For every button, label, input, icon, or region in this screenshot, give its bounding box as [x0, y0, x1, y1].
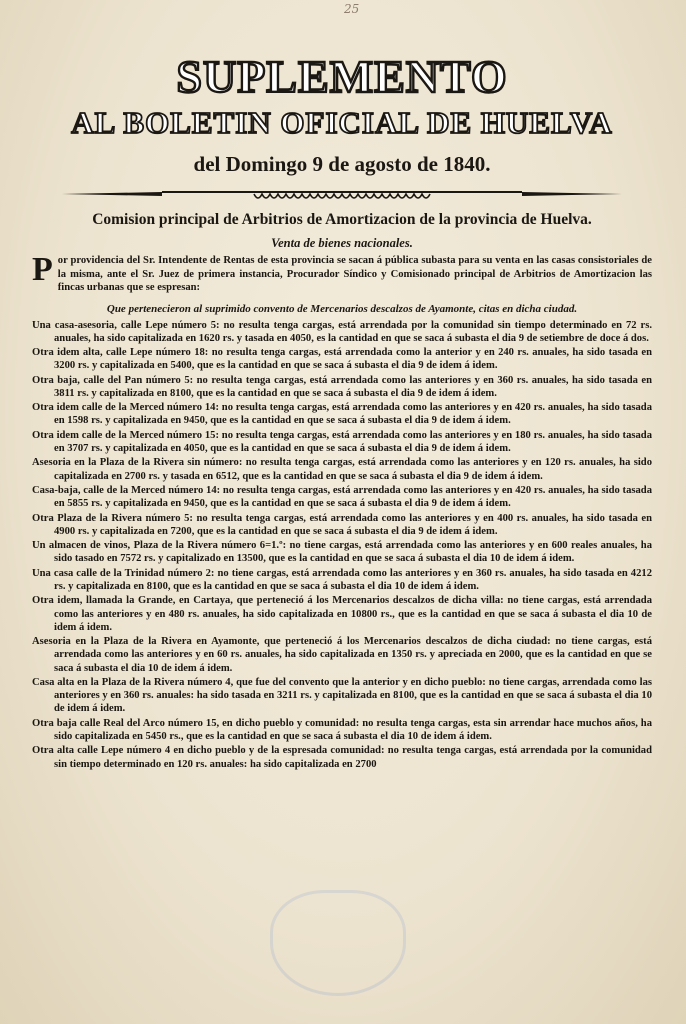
ornament-icon — [32, 182, 652, 204]
property-list — [32, 319, 652, 771]
property-entry: Otra baja calle Real del Arco número 15, en dicho pueblo y comunidad: no resulta tenga cargas, esta sin arrendar hace muchos años, ha sido capitalizada en 5450 rs., que es la cantidad en que se saca á subasta el dia 10 de idem á idem. — [32, 717, 652, 743]
section-heading: Comision principal de Arbitrios de Amortizacion de la provincia de Huelva. — [92, 211, 592, 228]
property-entry: Otra idem calle de la Merced número 14: no resulta tenga cargas, está arrendada como las anteriores y en 420 rs. anuales, ha sido tasada en 1598 rs. y capitalizada en 9450, que es la cantidad en que se saca á subasta el dia 9 de idem á idem. — [32, 402, 652, 427]
property-entry: Otra baja, calle del Pan número 5: no resulta tenga cargas, está arrendada como las anteriores y en 360 rs. anuales, ha sido tasada en 3811 rs. y capitalizada en 8100, que es la cantidad en que se saca á subasta el dia 9 de idem á idem. — [32, 374, 652, 399]
property-entry: Una casa-asesoria, calle Lepe número 5: no resulta tenga cargas, está arrendada por la comunidad sin tiempo determinado en 72 rs. anuales, ha sido capitalizada en 1620 rs. y tasada en 4050, es la cantidad en que se saca á subasta el dia 9 de setiembre de doce á dos. — [32, 319, 652, 344]
ornamental-rule — [32, 182, 652, 204]
property-entry: Asesoria en la Plaza de la Rivera en Ayamonte, que perteneció á los Mercenarios descalzos de dicha ciudad: no tiene cargas, está arrendada como las anteriores y en 60 rs. anuales, ha sido capitalizada en 1350 rs. y apreciada en 2000, que es la cantidad en que se saca á subasta el dia 10 de idem á idem. — [32, 636, 652, 674]
masthead-title: SUPLEMENTO — [176, 51, 508, 102]
property-entry: Otra alta calle Lepe número 4 en dicho pueblo y de la espresada comunidad: no resulta tenga cargas, está arrendada por la comunidad sin tiempo determinado en 120 rs. anuales: ha sido capitalizada en 2700 — [32, 745, 652, 770]
property-entry: Otra idem calle de la Merced número 15: no resulta tenga cargas, está arrendada como las anteriores y en 180 rs. anuales, ha sido tasada en 3707 rs. y capitalizada en 4050, que es la cantidad en que se saca á subasta el dia 9 de idem á idem. — [32, 429, 652, 455]
property-entry: Casa alta en la Plaza de la Rivera número 4, que fue del convento que la anterior y en dicho pueblo: no tiene cargas, arrendada como las anteriores y en 360 rs. anuales: ha sido tasada en 3211 rs. y capitalizada en 8100, que es la cantidad en que se saca á subasta el dia 10 de idem á idem. — [32, 677, 652, 715]
property-entry: Casa-baja, calle de la Merced número 14: no resulta tenga cargas, está arrendada como las anteriores y en 420 rs. anuales, ha sido tasada en 5855 rs. y capitalizada en 9450, que es la cantidad en que se saca á subasta el dia 9 de idem á idem. — [32, 485, 652, 510]
convent-subheading: Que pertenecieron al suprimido convento de Mercenarios descalzos de Ayamonte, citas en dicha ciudad. — [106, 302, 578, 315]
section-subheading: Venta de bienes nacionales. — [271, 236, 413, 250]
issue-date: del Domingo 9 de agosto de 1840. — [193, 152, 491, 176]
library-stamp — [270, 890, 406, 996]
masthead-subtitle: AL BOLETIN OFICIAL DE HUELVA — [71, 105, 613, 140]
property-entry: Otra Plaza de la Rivera número 5: no resulta tenga cargas, está arrendada como las anteriores y en 400 rs. anuales, ha sido tasada en 4900 rs. y capitalizada en 7200, que es la cantidad en que se saca á subasta el dia 9 de idem á idem. — [32, 512, 652, 537]
intro-paragraph — [32, 251, 652, 295]
intro-text: or providencia del Sr. Intendente de Rentas de esta provincia se sacan á pública subasta para su venta en las casas consistoriales de la misma, ante el Sr. Juez de primera instancia, Procurador Síndico y Comisionado principal de Arbitrios de Amortizacion las fincas urbanas que se espresan: — [57, 255, 652, 293]
property-entry: Un almacen de vinos, Plaza de la Rivera número 6=1.º: no tiene cargas, está arrendada como las anteriores y en 600 reales anuales, ha sido tasado en 7572 rs. y capitalizado en 13500, que es la cantidad en que se saca á subasta el dia 10 de idem á idem. — [32, 540, 652, 565]
property-entry: Asesoria en la Plaza de la Rivera sin número: no resulta tenga cargas, está arrendada como las anteriores y en 120 rs. anuales, ha sido capitalizada en 2700 rs. y tasada en 6512, que es la cantidad en que se saca á subasta el dia 9 de idem á idem. — [32, 457, 652, 482]
property-entry: Una casa calle de la Trinidad número 2: no tiene cargas, está arrendada como las anteriores y en 360 rs. anuales, ha sido tasada en 4212 rs. y capitalizada en 8100, que es la cantidad en que se saca á subasta el dia 10 de idem á idem. — [32, 567, 652, 593]
handwritten-note: 25 — [344, 2, 360, 16]
property-entry: Otra idem alta, calle Lepe número 18: no resulta tenga cargas, está arrendada como la anterior y en 240 rs. anuales, ha sido tasada en 3200 rs. y capitalizada en 5400, que es la cantidad en que se saca á subasta el dia 9 de idem á idem. — [32, 347, 652, 372]
property-entry: Otra idem, llamada la Grande, en Cartaya, que perteneció á los Mercenarios descalzos de dicha villa: no tiene cargas, está arrendada como las anteriores y en 480 rs. anuales, ha sido capitalizada en 10800 rs., que es la cantidad en que se saca á subasta el dia 10 de idem á idem. — [32, 595, 652, 633]
drop-cap: P — [32, 251, 53, 288]
